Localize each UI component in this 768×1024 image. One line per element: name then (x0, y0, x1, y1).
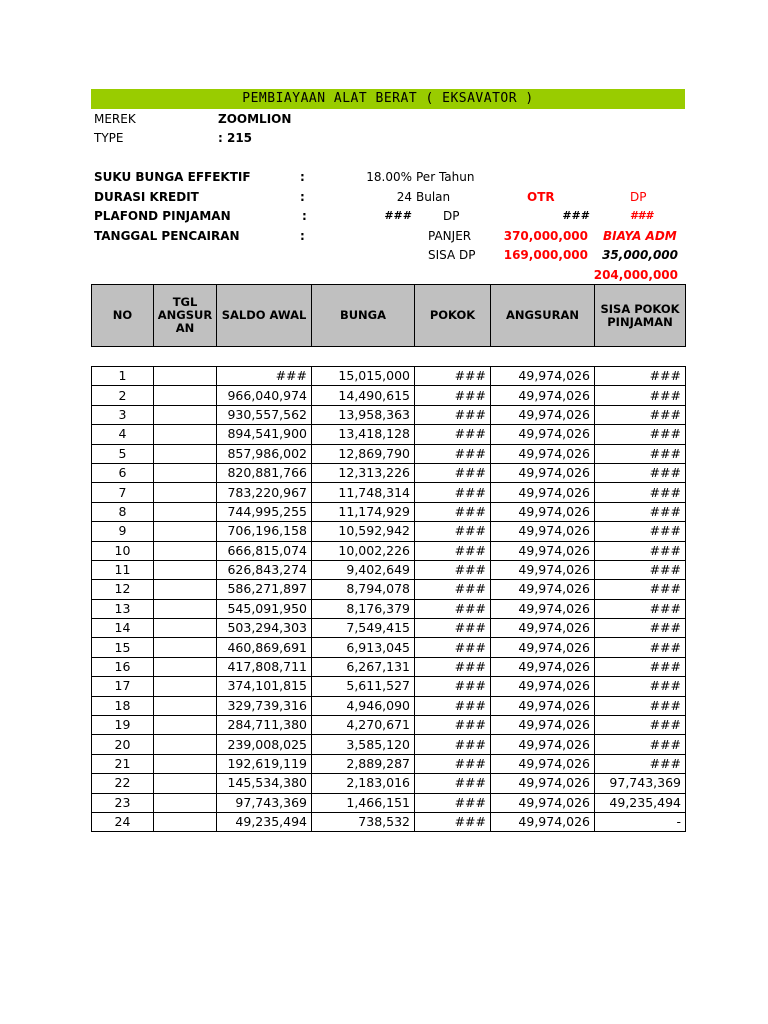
cell-sisa-pokok: ### (595, 405, 686, 424)
cell-bunga: 6,913,045 (312, 638, 415, 657)
header-angsuran: ANGSURAN (491, 285, 595, 347)
cell-saldo-awal: 783,220,967 (217, 483, 312, 502)
table-row (92, 638, 686, 657)
cell-angsuran: 49,974,026 (491, 677, 595, 696)
cell-tgl (154, 444, 217, 463)
cell-sisa-pokok: ### (595, 522, 686, 541)
cell-bunga: 2,183,016 (312, 774, 415, 793)
cell-tgl (154, 367, 217, 386)
cell-sisa-pokok: - (595, 812, 686, 831)
cell-sisa-pokok: ### (595, 560, 686, 579)
cell-sisa-pokok: ### (595, 657, 686, 676)
cell-saldo-awal: 820,881,766 (217, 463, 312, 482)
cell-pokok: ### (415, 812, 491, 831)
otr-label: OTR (527, 190, 555, 204)
cell-tgl (154, 386, 217, 405)
cell-tgl (154, 522, 217, 541)
cell-pokok: ### (415, 522, 491, 541)
sisa-dp-label: SISA DP (428, 248, 476, 262)
cell-angsuran: 49,974,026 (491, 774, 595, 793)
cell-pokok: ### (415, 483, 491, 502)
cell-angsuran: 49,974,026 (491, 735, 595, 754)
biaya-adm-value: 35,000,000 (602, 248, 678, 262)
cell-sisa-pokok: ### (595, 444, 686, 463)
cell-angsuran: 49,974,026 (491, 812, 595, 831)
cell-pokok: ### (415, 774, 491, 793)
cell-pokok: ### (415, 735, 491, 754)
table-row (92, 793, 686, 812)
panjer-value: 370,000,000 (503, 229, 588, 243)
cell-angsuran: 49,974,026 (491, 405, 595, 424)
cell-bunga: 15,015,000 (312, 367, 415, 386)
total-value: 204,000,000 (593, 268, 678, 282)
dp-label: DP (630, 190, 647, 204)
table-row (92, 425, 686, 444)
cell-no: 10 (92, 541, 154, 560)
cell-tgl (154, 405, 217, 424)
cell-tgl (154, 560, 217, 579)
cell-pokok: ### (415, 444, 491, 463)
cell-bunga: 12,869,790 (312, 444, 415, 463)
cell-no: 4 (92, 425, 154, 444)
cell-angsuran: 49,974,026 (491, 599, 595, 618)
cell-no: 8 (92, 502, 154, 521)
cell-angsuran: 49,974,026 (491, 483, 595, 502)
cell-saldo-awal: 894,541,900 (217, 425, 312, 444)
cell-sisa-pokok: 97,743,369 (595, 774, 686, 793)
plafond-colon: : (302, 209, 307, 223)
cell-tgl (154, 696, 217, 715)
tanggal-label: TANGGAL PENCAIRAN (94, 229, 240, 243)
cell-pokok: ### (415, 677, 491, 696)
cell-bunga: 2,889,287 (312, 754, 415, 773)
cell-pokok: ### (415, 386, 491, 405)
header-saldo-awal: SALDO AWAL (217, 285, 312, 347)
cell-pokok: ### (415, 754, 491, 773)
table-row (92, 580, 686, 599)
cell-tgl (154, 754, 217, 773)
cell-pokok: ### (415, 793, 491, 812)
table-row (92, 619, 686, 638)
table-row (92, 735, 686, 754)
cell-sisa-pokok: ### (595, 580, 686, 599)
cell-tgl (154, 580, 217, 599)
cell-sisa-pokok: ### (595, 367, 686, 386)
cell-no: 6 (92, 463, 154, 482)
cell-no: 3 (92, 405, 154, 424)
cell-bunga: 4,946,090 (312, 696, 415, 715)
biaya-adm-label: BIAYA ADM (603, 229, 677, 243)
cell-saldo-awal: 329,739,316 (217, 696, 312, 715)
cell-sisa-pokok: ### (595, 754, 686, 773)
cell-no: 2 (92, 386, 154, 405)
cell-saldo-awal: ### (217, 367, 312, 386)
merek-value: ZOOMLION (218, 112, 292, 126)
cell-pokok: ### (415, 696, 491, 715)
cell-sisa-pokok: ### (595, 696, 686, 715)
cell-no: 9 (92, 522, 154, 541)
cell-sisa-pokok: ### (595, 463, 686, 482)
cell-saldo-awal: 930,557,562 (217, 405, 312, 424)
suku-bunga-value: 18.00% (366, 170, 412, 184)
cell-saldo-awal: 626,843,274 (217, 560, 312, 579)
cell-saldo-awal: 284,711,380 (217, 716, 312, 735)
cell-saldo-awal: 374,101,815 (217, 677, 312, 696)
table-row (92, 386, 686, 405)
table-row (92, 754, 686, 773)
cell-saldo-awal: 503,294,303 (217, 619, 312, 638)
cell-bunga: 5,611,527 (312, 677, 415, 696)
suku-bunga-label: SUKU BUNGA EFFEKTIF (94, 170, 251, 184)
cell-no: 19 (92, 716, 154, 735)
cell-angsuran: 49,974,026 (491, 657, 595, 676)
cell-sisa-pokok: 49,235,494 (595, 793, 686, 812)
cell-sisa-pokok: ### (595, 425, 686, 444)
merek-label: MEREK (94, 112, 136, 126)
cell-angsuran: 49,974,026 (491, 638, 595, 657)
cell-angsuran: 49,974,026 (491, 716, 595, 735)
table-row (92, 367, 686, 386)
cell-pokok: ### (415, 541, 491, 560)
cell-tgl (154, 657, 217, 676)
panjer-label: PANJER (428, 229, 472, 243)
cell-pokok: ### (415, 367, 491, 386)
table-row (92, 444, 686, 463)
header-bunga: BUNGA (312, 285, 415, 347)
cell-saldo-awal: 666,815,074 (217, 541, 312, 560)
cell-pokok: ### (415, 580, 491, 599)
cell-no: 1 (92, 367, 154, 386)
cell-bunga: 738,532 (312, 812, 415, 831)
cell-pokok: ### (415, 502, 491, 521)
cell-pokok: ### (415, 716, 491, 735)
cell-no: 12 (92, 580, 154, 599)
cell-no: 22 (92, 774, 154, 793)
plafond-label: PLAFOND PINJAMAN (94, 209, 231, 223)
cell-pokok: ### (415, 638, 491, 657)
durasi-unit: Bulan (416, 190, 451, 204)
cell-sisa-pokok: ### (595, 386, 686, 405)
otr-hash: ### (562, 209, 590, 222)
table-row (92, 463, 686, 482)
cell-pokok: ### (415, 560, 491, 579)
cell-sisa-pokok: ### (595, 483, 686, 502)
cell-bunga: 14,490,615 (312, 386, 415, 405)
cell-tgl (154, 599, 217, 618)
cell-bunga: 4,270,671 (312, 716, 415, 735)
cell-no: 13 (92, 599, 154, 618)
cell-pokok: ### (415, 463, 491, 482)
cell-saldo-awal: 460,869,691 (217, 638, 312, 657)
table-row (92, 774, 686, 793)
cell-tgl (154, 677, 217, 696)
type-value: : 215 (218, 131, 253, 145)
cell-no: 14 (92, 619, 154, 638)
cell-sisa-pokok: ### (595, 677, 686, 696)
durasi-label: DURASI KREDIT (94, 190, 199, 204)
cell-tgl (154, 425, 217, 444)
cell-angsuran: 49,974,026 (491, 522, 595, 541)
dp-hash: ### (630, 209, 653, 222)
cell-tgl (154, 812, 217, 831)
cell-angsuran: 49,974,026 (491, 580, 595, 599)
cell-saldo-awal: 966,040,974 (217, 386, 312, 405)
cell-angsuran: 49,974,026 (491, 619, 595, 638)
sisa-dp-value: 169,000,000 (503, 248, 588, 262)
cell-angsuran: 49,974,026 (491, 793, 595, 812)
cell-bunga: 10,002,226 (312, 541, 415, 560)
cell-sisa-pokok: ### (595, 638, 686, 657)
suku-bunga-unit: Per Tahun (416, 170, 475, 184)
cell-sisa-pokok: ### (595, 502, 686, 521)
cell-sisa-pokok: ### (595, 599, 686, 618)
cell-bunga: 8,176,379 (312, 599, 415, 618)
cell-tgl (154, 774, 217, 793)
cell-no: 20 (92, 735, 154, 754)
cell-sisa-pokok: ### (595, 541, 686, 560)
cell-no: 15 (92, 638, 154, 657)
cell-bunga: 12,313,226 (312, 463, 415, 482)
cell-pokok: ### (415, 599, 491, 618)
cell-saldo-awal: 545,091,950 (217, 599, 312, 618)
table-row (92, 522, 686, 541)
plafond-value: ### (384, 209, 412, 222)
cell-angsuran: 49,974,026 (491, 425, 595, 444)
table-row (92, 560, 686, 579)
cell-tgl (154, 735, 217, 754)
cell-no: 7 (92, 483, 154, 502)
table-row (92, 599, 686, 618)
cell-angsuran: 49,974,026 (491, 463, 595, 482)
cell-no: 17 (92, 677, 154, 696)
cell-tgl (154, 638, 217, 657)
cell-angsuran: 49,974,026 (491, 541, 595, 560)
cell-no: 24 (92, 812, 154, 831)
cell-bunga: 10,592,942 (312, 522, 415, 541)
cell-saldo-awal: 97,743,369 (217, 793, 312, 812)
cell-pokok: ### (415, 405, 491, 424)
cell-saldo-awal: 192,619,119 (217, 754, 312, 773)
table-row (92, 541, 686, 560)
cell-bunga: 13,418,128 (312, 425, 415, 444)
cell-no: 16 (92, 657, 154, 676)
cell-tgl (154, 541, 217, 560)
cell-bunga: 13,958,363 (312, 405, 415, 424)
header-tgl-angsuran: TGL ANGSUR AN (154, 285, 217, 347)
cell-angsuran: 49,974,026 (491, 754, 595, 773)
table-row (92, 502, 686, 521)
header-no: NO (92, 285, 154, 347)
cell-bunga: 1,466,151 (312, 793, 415, 812)
cell-no: 5 (92, 444, 154, 463)
cell-bunga: 11,174,929 (312, 502, 415, 521)
cell-bunga: 11,748,314 (312, 483, 415, 502)
cell-pokok: ### (415, 425, 491, 444)
type-label: TYPE (94, 131, 124, 145)
cell-angsuran: 49,974,026 (491, 367, 595, 386)
cell-saldo-awal: 744,995,255 (217, 502, 312, 521)
table-row (92, 483, 686, 502)
durasi-colon: : (300, 190, 305, 204)
schedule-header (91, 284, 686, 347)
cell-saldo-awal: 417,808,711 (217, 657, 312, 676)
cell-bunga: 3,585,120 (312, 735, 415, 754)
cell-angsuran: 49,974,026 (491, 386, 595, 405)
cell-angsuran: 49,974,026 (491, 560, 595, 579)
cell-tgl (154, 619, 217, 638)
table-row (92, 657, 686, 676)
cell-tgl (154, 793, 217, 812)
cell-bunga: 6,267,131 (312, 657, 415, 676)
cell-bunga: 8,794,078 (312, 580, 415, 599)
cell-bunga: 9,402,649 (312, 560, 415, 579)
schedule-table (91, 366, 686, 832)
cell-tgl (154, 716, 217, 735)
suku-bunga-colon: : (300, 170, 305, 184)
plafond-unit: DP (443, 209, 460, 223)
table-row (92, 716, 686, 735)
cell-sisa-pokok: ### (595, 716, 686, 735)
cell-no: 11 (92, 560, 154, 579)
cell-saldo-awal: 586,271,897 (217, 580, 312, 599)
cell-tgl (154, 483, 217, 502)
cell-sisa-pokok: ### (595, 735, 686, 754)
table-row (92, 812, 686, 831)
cell-no: 21 (92, 754, 154, 773)
cell-pokok: ### (415, 657, 491, 676)
cell-sisa-pokok: ### (595, 619, 686, 638)
header-pokok: POKOK (415, 285, 491, 347)
cell-angsuran: 49,974,026 (491, 444, 595, 463)
durasi-value: 24 (396, 190, 412, 204)
table-row (92, 696, 686, 715)
cell-pokok: ### (415, 619, 491, 638)
cell-saldo-awal: 706,196,158 (217, 522, 312, 541)
table-row (92, 677, 686, 696)
cell-saldo-awal: 239,008,025 (217, 735, 312, 754)
cell-no: 23 (92, 793, 154, 812)
cell-no: 18 (92, 696, 154, 715)
page-title: PEMBIAYAAN ALAT BERAT ( EKSAVATOR ) (91, 89, 685, 109)
cell-saldo-awal: 145,534,380 (217, 774, 312, 793)
table-row (92, 405, 686, 424)
header-sisa-pokok: SISA POKOK PINJAMAN (595, 285, 686, 347)
cell-tgl (154, 502, 217, 521)
tanggal-colon: : (300, 229, 305, 243)
cell-saldo-awal: 49,235,494 (217, 812, 312, 831)
cell-tgl (154, 463, 217, 482)
cell-angsuran: 49,974,026 (491, 696, 595, 715)
cell-angsuran: 49,974,026 (491, 502, 595, 521)
cell-saldo-awal: 857,986,002 (217, 444, 312, 463)
cell-bunga: 7,549,415 (312, 619, 415, 638)
